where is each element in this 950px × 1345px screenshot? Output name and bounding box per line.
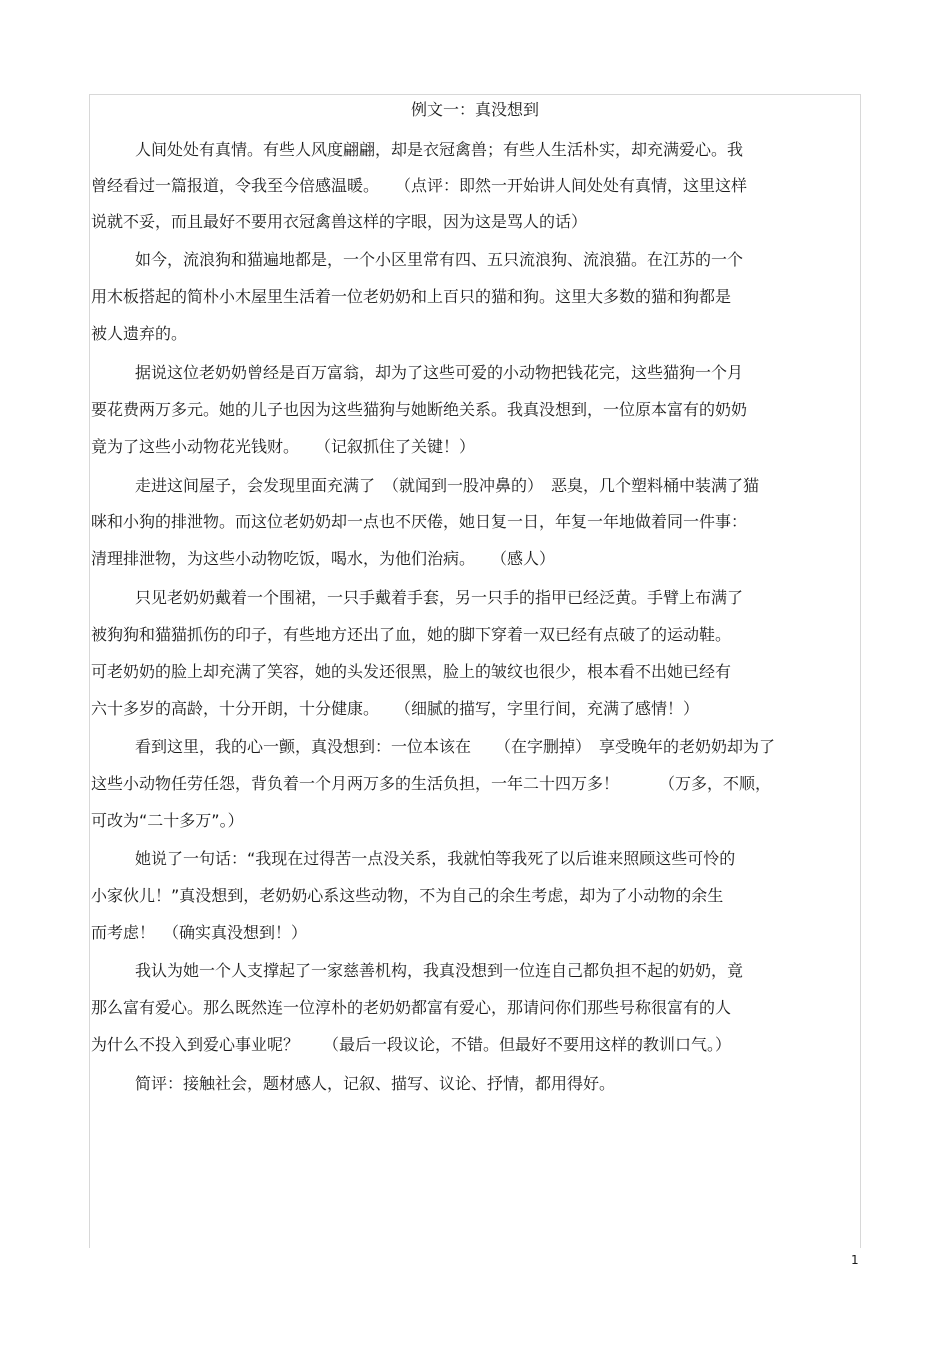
paragraph-line: 她说了一句话：“我现在过得苦一点没关系，我就怕等我死了以后谁来照顾这些可怜的 (135, 849, 736, 868)
paragraph-line: 被人遗弃的。 (91, 324, 188, 343)
paragraph-line: 据说这位老奶奶曾经是百万富翁，却为了这些可爱的小动物把钱花完，这些猫狗一个月 (135, 363, 744, 382)
paragraph-line: 人间处处有真情。有些人风度翩翩，却是衣冠禽兽；有些人生活朴实，却充满爱心。我 (135, 140, 744, 159)
paragraph-line: 只见老奶奶戴着一个围裙，一只手戴着手套，另一只手的指甲已经泛黄。手臂上布满了 (135, 588, 744, 607)
paragraph-line: 而考虑！ （确实真没想到！） (91, 923, 308, 942)
paragraph-line: 说就不妥，而且最好不要用衣冠禽兽这样的字眼，因为这是骂人的话） (91, 212, 588, 231)
paragraph-line: 用木板搭起的简朴小木屋里生活着一位老奶奶和上百只的猫和狗。这里大多数的猫和狗都是 (91, 287, 732, 306)
paragraph-line: 被狗狗和猫猫抓伤的印子，有些地方还出了血，她的脚下穿着一双已经有点破了的运动鞋。 (91, 625, 732, 644)
paragraph-line: 可老奶奶的脸上却充满了笑容，她的头发还很黑，脸上的皱纹也很少，根本看不出她已经有 (91, 662, 732, 681)
paragraph-line: 如今，流浪狗和猫遍地都是，一个小区里常有四、五只流浪狗、流浪猫。在江苏的一个 (135, 250, 744, 269)
document-title: 例文一：真没想到 (410, 100, 539, 119)
paragraph-line: 这些小动物任劳任怨，背负着一个月两万多的生活负担，一年二十四万多！ （万多，不顺， (91, 774, 772, 793)
paragraph-line: 曾经看过一篇报道，令我至今倍感温暖。 （点评：即然一开始讲人间处处有真情，这里这样 (91, 176, 748, 195)
paragraph-line: 小家伙儿！”真没想到，老奶奶心系这些动物，不为自己的余生考虑，却为了小动物的余生 (91, 886, 724, 905)
paragraph-line: 那么富有爱心。那么既然连一位淳朴的老奶奶都富有爱心，那请问你们那些号称很富有的人 (91, 998, 732, 1017)
page-number: 1 (851, 1253, 859, 1267)
paragraph-line: 可改为“二十多万”。） (91, 811, 244, 830)
paragraph-line: 为什么不投入到爱心事业呢？ （最后一段议论，不错。但最好不要用这样的教训口气。） (91, 1035, 732, 1054)
paragraph-line: 六十多岁的高龄，十分开朗，十分健康。 （细腻的描写，字里行间，充满了感情！） (91, 699, 700, 718)
paragraph-line: 清理排泄物，为这些小动物吃饭，喝水，为他们治病。 （感人） (91, 549, 556, 568)
paragraph-line: 我认为她一个人支撑起了一家慈善机构，我真没想到一位连自己都负担不起的奶奶，竟 (135, 961, 744, 980)
summary-line: 简评：接触社会，题材感人，记叙、描写、议论、抒情，都用得好。 (135, 1074, 616, 1093)
paragraph-line: 走进这间屋子，会发现里面充满了 （就闻到一股冲鼻的） 恶臭，几个塑料桶中装满了猫 (135, 476, 760, 495)
paragraph-line: 看到这里，我的心一颤，真没想到：一位本该在 （在字删掉） 享受晚年的老奶奶却为了 (135, 737, 776, 756)
paragraph-line: 竟为了这些小动物花光钱财。 （记叙抓住了关键！） (91, 437, 476, 456)
paragraph-line: 要花费两万多元。她的儿子也因为这些猫狗与她断绝关系。我真没想到，一位原本富有的奶奶 (91, 400, 748, 419)
paragraph-line: 咪和小狗的排泄物。而这位老奶奶却一点也不厌倦，她日复一日，年复一年地做着同一件事： (91, 512, 748, 531)
